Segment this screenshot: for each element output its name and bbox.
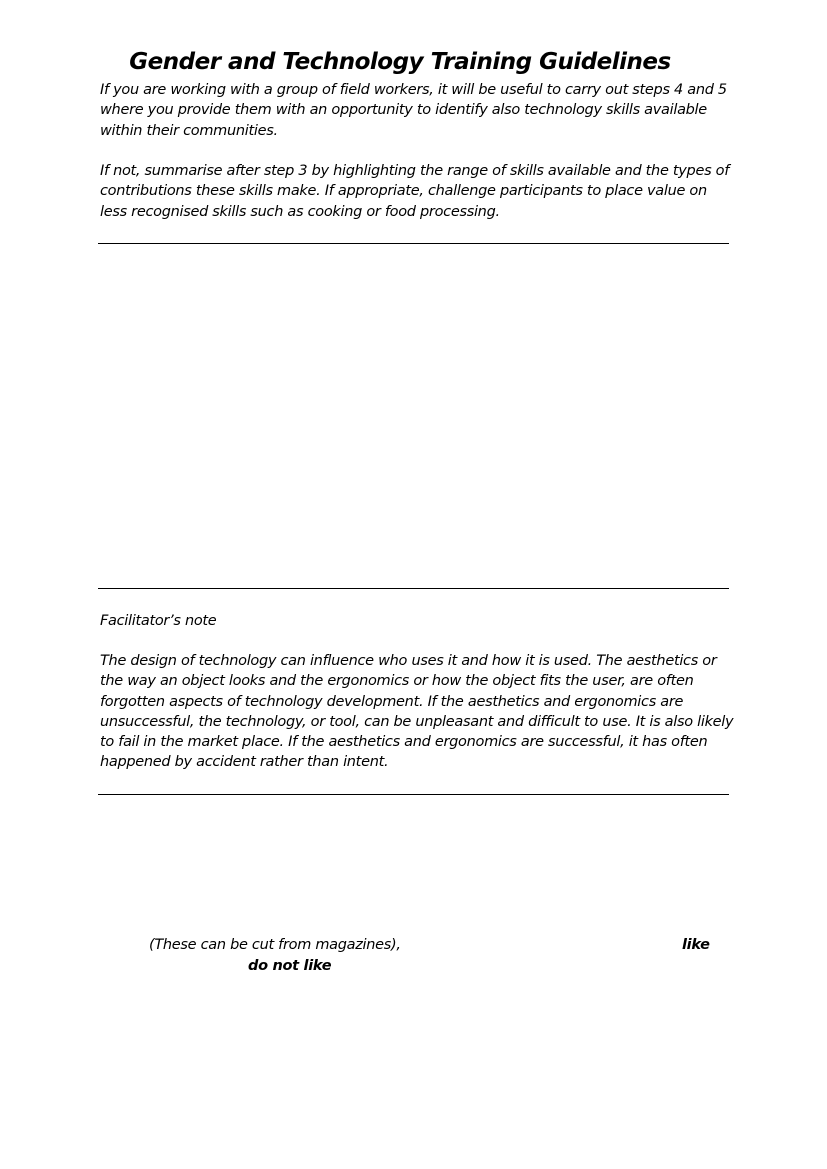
magazines-text: (These can be cut from magazines),	[149, 937, 401, 953]
do-not-like-label: do not like	[248, 958, 332, 974]
divider-top	[98, 243, 729, 244]
like-label: like	[682, 937, 710, 953]
facilitator-note-body: The design of technology can influence who uses it and how it is used. The aesthetics or the way an object looks and the ergonomics or how the object fits the user, are often forgotten aspects of technology development. If the aesthetics and ergonomics are unsuccessful, the technology, or tool, can be unpleasant and difficult to use. It is also likely to fail in the market place. If the aesthetics and ergonomics are successful, it has often happened by accident rather than intent.	[100, 653, 734, 771]
intro-paragraph-2: If not, summarise after step 3 by highlighting the range of skills available and the types of contributions these skills make. If appropriate, challenge participants to place value on less recognised skills such as cooking or food processing.	[100, 163, 730, 220]
facilitator-note-heading: Facilitator’s note	[100, 613, 217, 629]
page-title: Gender and Technology Training Guidelines	[129, 49, 671, 75]
intro-paragraph-1: If you are working with a group of field workers, it will be useful to carry out steps 4 and 5 where you provide them with an opportunity to identify also technology skills available within their communities.	[100, 82, 727, 139]
divider-bottom	[98, 794, 729, 795]
divider-middle	[98, 588, 729, 589]
